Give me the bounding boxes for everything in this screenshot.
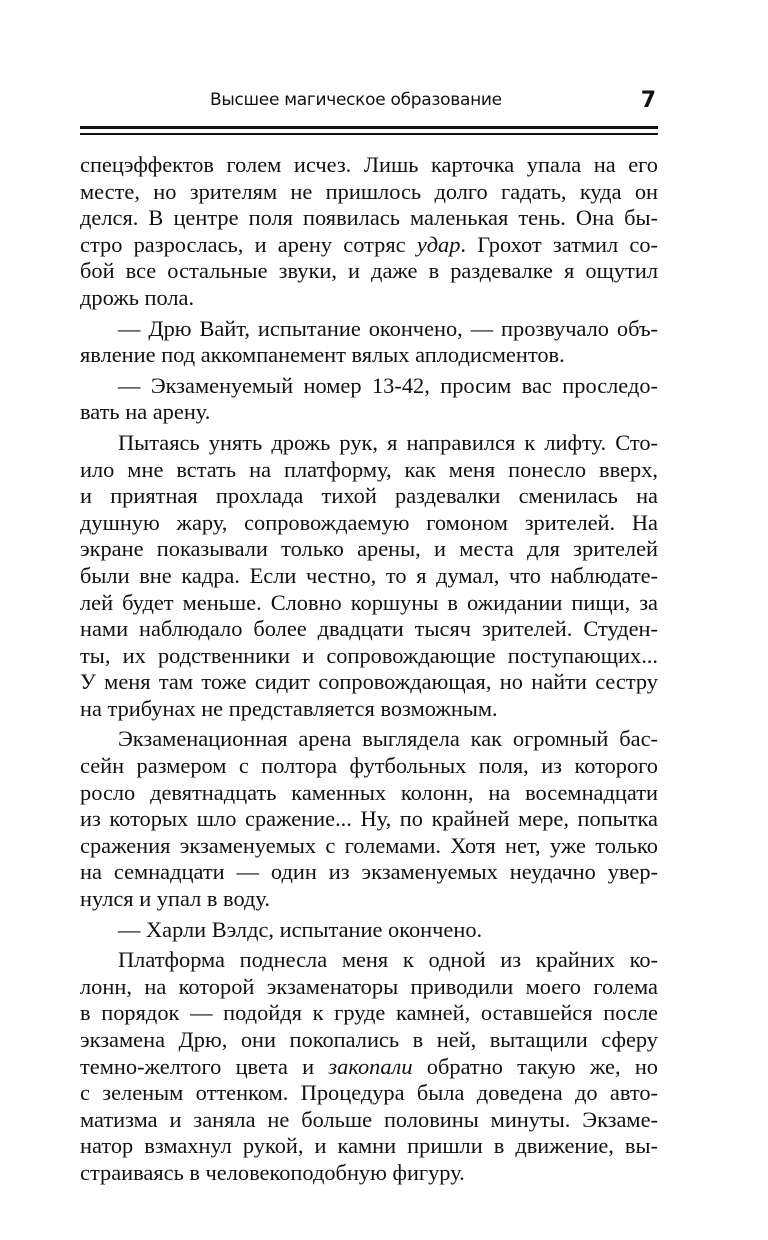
- paragraph: [80, 316, 658, 369]
- text-line: — Харли Вэлдс, испытание окончено.: [118, 916, 483, 942]
- text-line: вать на арену.: [80, 399, 211, 425]
- text-line: лей будет меньше. Словно коршуны в ожидании пищи, за: [80, 589, 658, 615]
- text-line: матизма и заняла не больше половины минуты. Экзаме-: [80, 1106, 658, 1132]
- text-line: на трибунах не представляется возможным.: [80, 695, 498, 721]
- text-line: были вне кадра. Если честно, то я думал, что наблюдате-: [80, 562, 658, 588]
- text-line: страиваясь в человекоподобную фигуру.: [80, 1159, 465, 1185]
- body-text: [80, 152, 658, 1187]
- text-line: темно-желтого цвета и закопали обратно такую же, но: [80, 1053, 659, 1079]
- text-line: натор взмахнул рукой, и камни пришли в движение, вы-: [80, 1133, 658, 1159]
- italic-word: удар: [416, 231, 461, 257]
- text-line: сейн размером с полтора футбольных поля, из которого: [80, 753, 658, 779]
- text-line: экзамена Дрю, они покопались в ней, вытащили сферу: [80, 1027, 658, 1052]
- running-head: [80, 86, 658, 120]
- text-line: Пытаясь унять дрожь рук, я направился к лифту. Сто-: [118, 429, 658, 455]
- text-line: Экзаменационная арена выглядела как огромный бас-: [118, 726, 658, 752]
- text-line: У меня там тоже сидит сопровождающая, но найти сестру: [80, 669, 658, 695]
- paragraph: [80, 152, 658, 312]
- text-line: росло девятнадцать каменных колонн, на восемнадцати: [80, 779, 658, 805]
- text-line: ило мне встать на платформу, как меня понесло вверх,: [80, 456, 658, 482]
- text-line: явление под аккомпанемент вялых аплодисментов.: [80, 342, 565, 368]
- text-line: нулся и упал в воду.: [80, 886, 270, 912]
- text-line: в порядок — подойдя к груде камней, оставшейся после: [80, 1000, 658, 1026]
- text-line: спецэффектов голем исчез. Лишь карточка упала на его: [80, 152, 658, 177]
- text-line: — Экзаменуемый номер 13-42, просим вас проследо-: [118, 372, 658, 398]
- text-line: экране показывали только арены, и места для зрителей: [80, 536, 658, 562]
- paragraph: [80, 430, 658, 723]
- text-line: нами наблюдало более двадцати тысяч зрителей. Студен-: [80, 616, 658, 642]
- text-line: лонн, на которой экзаменаторы приводили моего голема: [80, 973, 658, 999]
- paragraph: [80, 917, 658, 944]
- text-line: бой все остальные звуки, и даже в раздевалке я ощутил: [80, 258, 658, 284]
- paragraph: [80, 947, 658, 1186]
- text-line: месте, но зрителям не пришлось долго гадать, куда он: [80, 178, 658, 204]
- header-rule-thick: [80, 126, 658, 129]
- text-line: — Дрю Вайт, испытание окончено, — прозвучало объ-: [118, 315, 658, 341]
- text-line: дрожь пола.: [80, 284, 195, 310]
- text-line: душную жару, сопровождаемую гомоном зрителей. На: [80, 509, 658, 535]
- text-line: Платформа поднесла меня к одной из крайних ко-: [118, 947, 658, 973]
- text-line: ты, их родственники и сопровождающие поступающих...: [80, 642, 658, 668]
- text-line: из которых шло сражение... Ну, по крайней мере, попытка: [80, 806, 658, 832]
- running-title: Высшее магическое образование: [210, 90, 502, 110]
- paragraph: [80, 373, 658, 426]
- text-line: и приятная прохлада тихой раздевалки сменилась на: [80, 483, 658, 509]
- text-line: сражения экзаменуемых с големами. Хотя нет, уже только: [80, 832, 658, 858]
- paragraph: [80, 726, 658, 912]
- header-rule-thin: [80, 133, 658, 135]
- text-line: делся. В центре поля появилась маленькая тень. Она бы-: [80, 205, 658, 231]
- text-line: на семнадцати — один из экзаменуемых неудачно увер-: [80, 859, 658, 885]
- page-number: 7: [640, 88, 656, 113]
- text-line: с зеленым оттенком. Процедура была доведена до авто-: [80, 1080, 658, 1106]
- italic-word: закопали: [328, 1053, 413, 1079]
- text-line: стро разрослась, и арену сотряс удар. Грохот затмил со-: [80, 231, 659, 257]
